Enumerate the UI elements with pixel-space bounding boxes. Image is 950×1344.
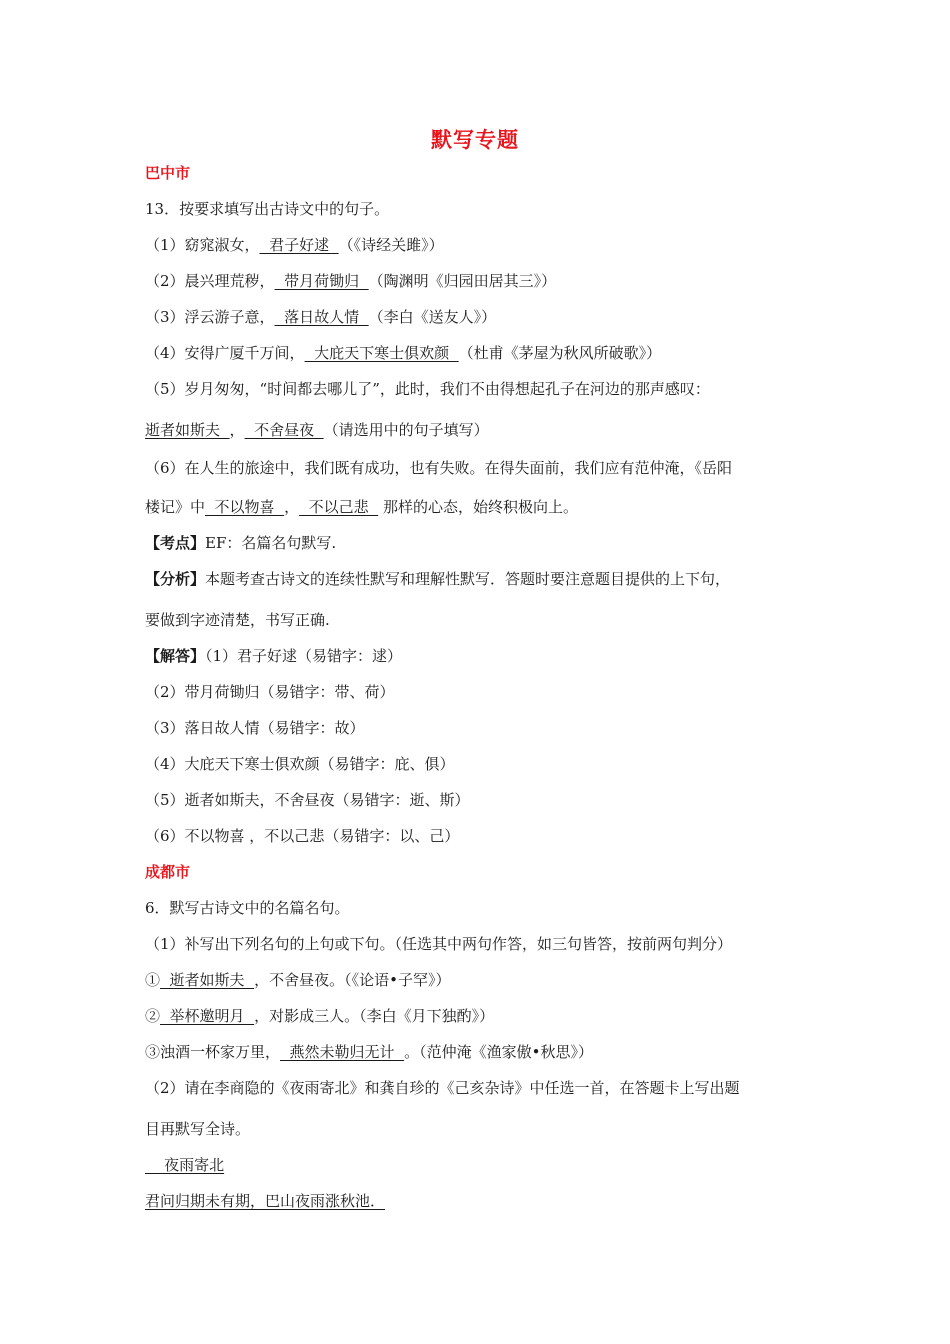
kaodian: 【考点】EF：名篇名句默写. <box>145 534 337 552</box>
jieda-2: （2）带月荷锄归（易错字：带、荷） <box>145 683 395 701</box>
question-13: 13．按要求填写出古诗文中的句子。 <box>145 200 390 218</box>
jieda-label: 【解答】 <box>145 647 206 665</box>
item-5-line-1: （5）岁月匆匆，“时间都去哪儿了”，此时，我们不由得想起孔子在河边的那声感叹： <box>145 380 710 398</box>
fenxi-label: 【分析】 <box>145 570 206 588</box>
answer-blank: 带月荷锄归 <box>274 272 369 290</box>
answer-blank: 燕然未勒归无计 <box>280 1043 405 1061</box>
poem-title: 夜雨寄北 <box>145 1156 225 1174</box>
item-5-line-2: 逝者如斯夫 ， 不舍昼夜 （请选用中的句子填写） <box>145 421 489 439</box>
item-4: （4）安得广厦千万间， 大庇天下寒士俱欢颜 （杜甫《茅屋为秋风所破歌》） <box>145 344 662 362</box>
answer-blank: 大庇天下寒士俱欢颜 <box>304 344 459 362</box>
page-title: 默写专题 <box>431 128 519 152</box>
answer-blank: 落日故人情 <box>274 308 369 326</box>
poem-line: 君问归期未有期，巴山夜雨涨秋池． <box>145 1192 386 1210</box>
answer-blank: 逝者如斯夫 <box>145 421 230 439</box>
item-6-line-1: （6）在人生的旅途中，我们既有成功，也有失败。在得失面前，我们应有范仲淹，《岳阳 <box>145 459 733 477</box>
fenxi-line-1: 【分析】本题考查古诗文的连续性默写和理解性默写．答题时要注意题目提供的上下句， <box>145 570 731 588</box>
answer-blank: 举杯邀明月 <box>160 1007 255 1025</box>
answer-blank: 君子好逑 <box>259 236 339 254</box>
sub-question-2-line-1: （2）请在李商隐的《夜雨寄北》和龚自珍的《己亥杂诗》中任选一首，在答题卡上写出题 <box>145 1079 740 1097</box>
region-heading-chengdu: 成都市 <box>145 863 191 881</box>
jieda-4: （4）大庇天下寒士俱欢颜（易错字：庇、俱） <box>145 755 455 773</box>
item-3: （3）浮云游子意， 落日故人情 （李白《送友人》） <box>145 308 497 326</box>
answer-blank: 不以物喜 <box>205 498 285 516</box>
c-item-3: ③浊酒一杯家万里， 燕然未勒归无计 。（范仲淹《渔家傲•秋思》） <box>145 1043 593 1061</box>
jieda-1: 【解答】（1）君子好逑（易错字：逑） <box>145 647 403 665</box>
item-2: （2）晨兴理荒秽， 带月荷锄归 （陶渊明《归园田居其三》） <box>145 272 557 290</box>
item-1: （1）窈窕淑女， 君子好逑 （《诗经关雎》） <box>145 236 444 254</box>
answer-blank: 不舍昼夜 <box>244 421 324 439</box>
c-item-2: ② 举杯邀明月 ，对影成三人。（李白《月下独酌》） <box>145 1007 495 1025</box>
question-6: 6．默写古诗文中的名篇名句。 <box>145 899 350 917</box>
sub-question-1: （1）补写出下列名句的上句或下句。（任选其中两句作答，如三句皆答，按前两句判分） <box>145 935 733 953</box>
sub-question-2-line-2: 目再默写全诗。 <box>145 1120 251 1138</box>
jieda-3: （3）落日故人情（易错字：故） <box>145 719 365 737</box>
jieda-5: （5）逝者如斯夫，不舍昼夜（易错字：逝、斯） <box>145 791 470 809</box>
answer-blank: 逝者如斯夫 <box>160 971 255 989</box>
kaodian-label: 【考点】 <box>145 534 206 552</box>
fenxi-line-2: 要做到字迹清楚，书写正确. <box>145 611 330 629</box>
jieda-6: （6）不以物喜 ，不以己悲（易错字：以、己） <box>145 827 460 845</box>
answer-blank: 不以己悲 <box>299 498 379 516</box>
region-heading-bazhong: 巴中市 <box>145 164 191 182</box>
c-item-1: ① 逝者如斯夫 ，不舍昼夜。（《论语•子罕》） <box>145 971 451 989</box>
item-6-line-2: 楼记》中 不以物喜 ， 不以己悲 那样的心态，始终积极向上。 <box>145 498 578 516</box>
